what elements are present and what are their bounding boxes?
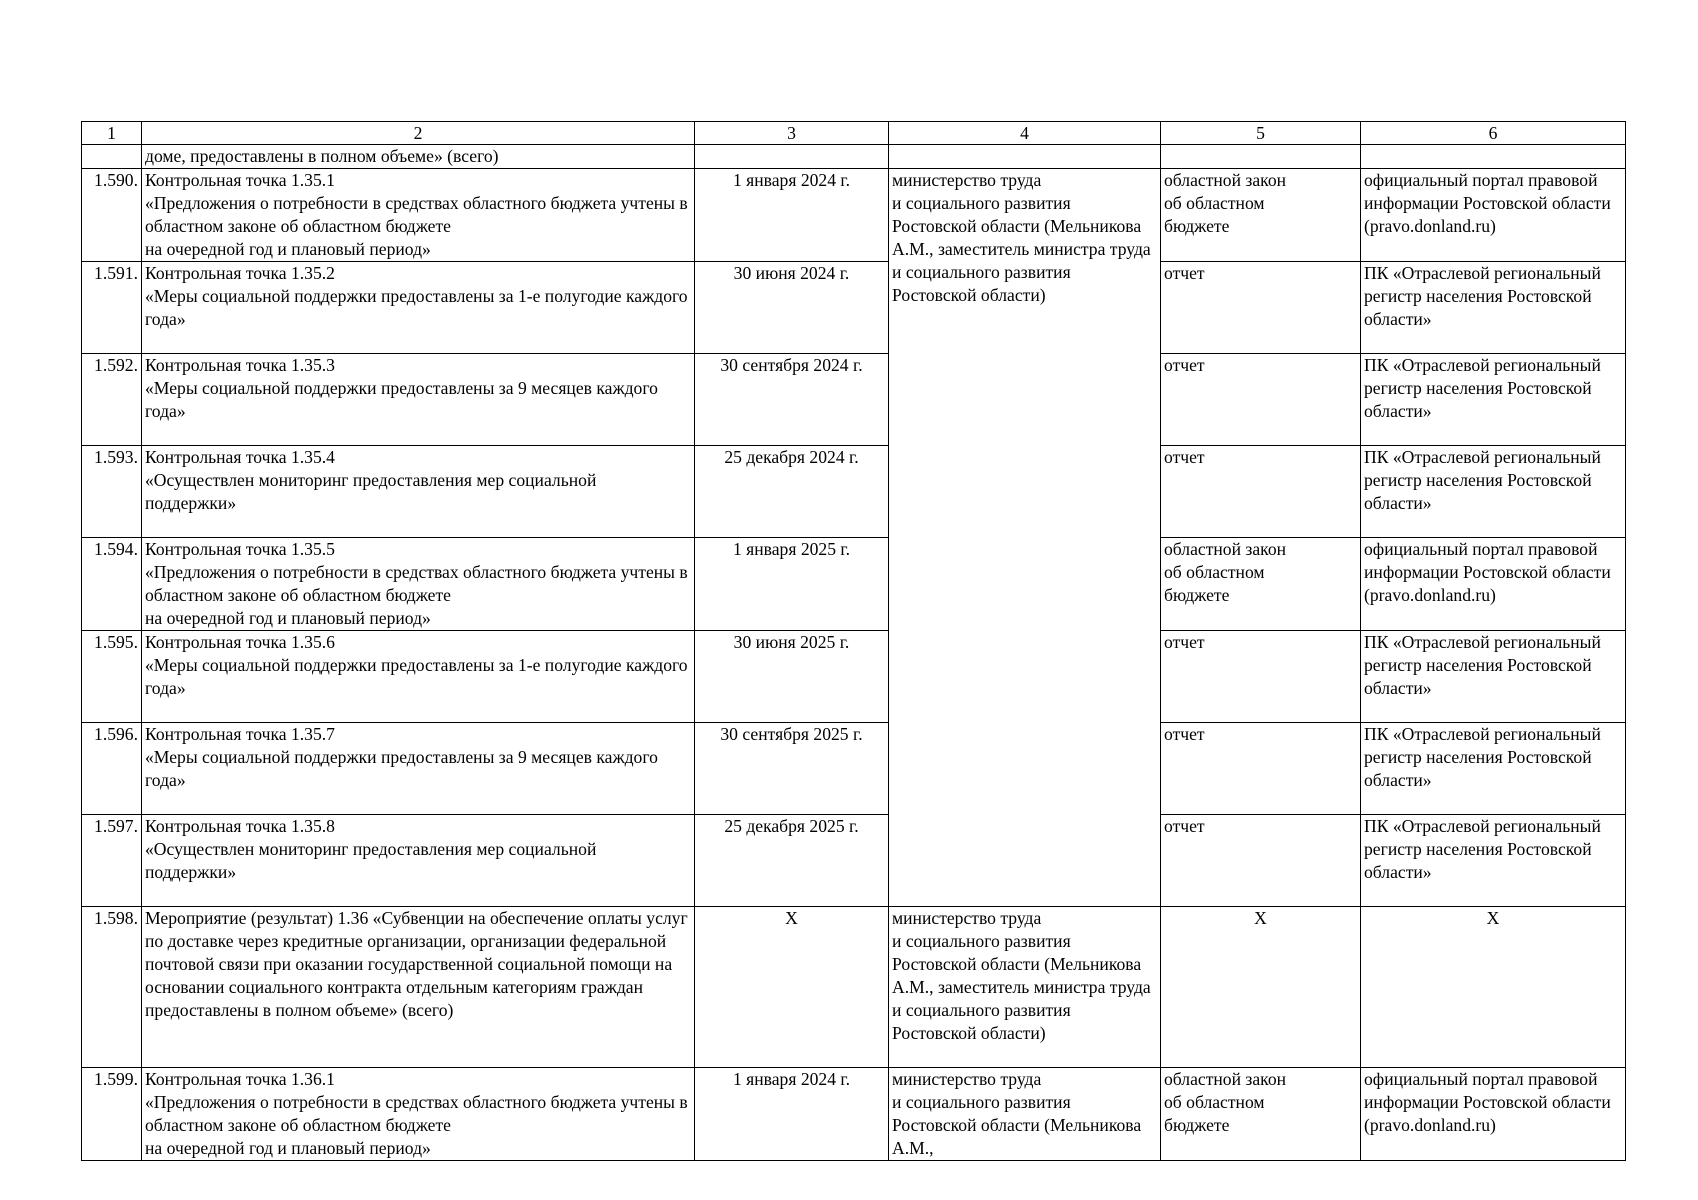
row-date: 30 июня 2025 г. bbox=[695, 631, 889, 723]
row-document: отчет bbox=[1161, 631, 1361, 723]
row-document: отчет bbox=[1161, 446, 1361, 538]
column-number: 6 bbox=[1361, 122, 1626, 145]
row-date: 30 сентября 2025 г. bbox=[695, 723, 889, 815]
row-document: областной закон об областном бюджете bbox=[1161, 169, 1361, 262]
row-source: ПК «Отраслевой региональный регистр населения Ростовской области» bbox=[1361, 723, 1626, 815]
row-document: отчет bbox=[1161, 262, 1361, 354]
row-number: 1.597. bbox=[82, 815, 142, 907]
row-name: Контрольная точка 1.36.1 «Предложения о потребности в средствах областного бюджета учтены в областном законе об областном бюджете на очередной год и плановый период» bbox=[142, 1068, 695, 1161]
row-name: Контрольная точка 1.35.7 «Меры социальной поддержки предоставлены за 9 месяцев каждого года» bbox=[142, 723, 695, 815]
row-document: отчет bbox=[1161, 723, 1361, 815]
row-number: 1.590. bbox=[82, 169, 142, 262]
table-row bbox=[82, 446, 1626, 538]
row-number: 1.596. bbox=[82, 723, 142, 815]
row-source: официальный портал правовой информации Ростовской области (pravo.donland.ru) bbox=[1361, 538, 1626, 631]
plan-table bbox=[81, 121, 1626, 1161]
row-date: Х bbox=[695, 907, 889, 1068]
column-number: 5 bbox=[1161, 122, 1361, 145]
continuation-row bbox=[82, 145, 1626, 169]
responsible-executor: министерство труда и социального развития Ростовской области (Мельникова А.М., заместитель министра труда и социального развития Ростовской области) bbox=[889, 169, 1161, 907]
row-number: 1.599. bbox=[82, 1068, 142, 1161]
table-row bbox=[82, 354, 1626, 446]
continuation-text: доме, предоставлены в полном объеме» (всего) bbox=[142, 145, 695, 169]
column-number: 3 bbox=[695, 122, 889, 145]
row-name: Контрольная точка 1.35.3 «Меры социальной поддержки предоставлены за 9 месяцев каждого года» bbox=[142, 354, 695, 446]
table-row bbox=[82, 538, 1626, 631]
row-source: официальный портал правовой информации Ростовской области (pravo.donland.ru) bbox=[1361, 1068, 1626, 1161]
row-source: ПК «Отраслевой региональный регистр населения Ростовской области» bbox=[1361, 631, 1626, 723]
row-date: 25 декабря 2025 г. bbox=[695, 815, 889, 907]
column-number-row bbox=[82, 122, 1626, 145]
table-row bbox=[82, 631, 1626, 723]
row-name: Контрольная точка 1.35.4 «Осуществлен мониторинг предоставления мер социальной поддержки» bbox=[142, 446, 695, 538]
table-row bbox=[82, 815, 1626, 907]
row-date: 1 января 2024 г. bbox=[695, 1068, 889, 1161]
row-name: Мероприятие (результат) 1.36 «Субвенции на обеспечение оплаты услуг по доставке через кредитные организации, организации федеральной почтовой связи при оказании государственной социальной помощи на основании социального контракта отдельным категориям граждан предоставлены в полном объеме» (всего) bbox=[142, 907, 695, 1068]
row-name: Контрольная точка 1.35.8 «Осуществлен мониторинг предоставления мер социальной поддержки» bbox=[142, 815, 695, 907]
row-number: 1.592. bbox=[82, 354, 142, 446]
table-row bbox=[82, 723, 1626, 815]
row-number: 1.595. bbox=[82, 631, 142, 723]
table-row bbox=[82, 169, 1626, 262]
row-name: Контрольная точка 1.35.6 «Меры социальной поддержки предоставлены за 1-е полугодие каждого года» bbox=[142, 631, 695, 723]
row-source: Х bbox=[1361, 907, 1626, 1068]
column-number: 4 bbox=[889, 122, 1161, 145]
row-source: официальный портал правовой информации Ростовской области (pravo.donland.ru) bbox=[1361, 169, 1626, 262]
table-row bbox=[82, 1068, 1626, 1161]
row-name: Контрольная точка 1.35.2 «Меры социальной поддержки предоставлены за 1-е полугодие каждого года» bbox=[142, 262, 695, 354]
row-date: 30 июня 2024 г. bbox=[695, 262, 889, 354]
row-number: 1.598. bbox=[82, 907, 142, 1068]
responsible-executor: министерство труда и социального развития Ростовской области (Мельникова А.М., bbox=[889, 1068, 1161, 1161]
row-date: 25 декабря 2024 г. bbox=[695, 446, 889, 538]
row-number: 1.591. bbox=[82, 262, 142, 354]
row-document: областной закон об областном бюджете bbox=[1161, 1068, 1361, 1161]
row-date: 30 сентября 2024 г. bbox=[695, 354, 889, 446]
column-number: 2 bbox=[142, 122, 695, 145]
row-date: 1 января 2024 г. bbox=[695, 169, 889, 262]
row-source: ПК «Отраслевой региональный регистр населения Ростовской области» bbox=[1361, 815, 1626, 907]
column-number: 1 bbox=[82, 122, 142, 145]
row-document: отчет bbox=[1161, 354, 1361, 446]
row-name: Контрольная точка 1.35.1 «Предложения о потребности в средствах областного бюджета учтены в областном законе об областном бюджете на очередной год и плановый период» bbox=[142, 169, 695, 262]
row-date: 1 января 2025 г. bbox=[695, 538, 889, 631]
row-document: Х bbox=[1161, 907, 1361, 1068]
row-source: ПК «Отраслевой региональный регистр населения Ростовской области» bbox=[1361, 446, 1626, 538]
row-source: ПК «Отраслевой региональный регистр населения Ростовской области» bbox=[1361, 354, 1626, 446]
row-name: Контрольная точка 1.35.5 «Предложения о потребности в средствах областного бюджета учтены в областном законе об областном бюджете на очередной год и плановый период» bbox=[142, 538, 695, 631]
table-row bbox=[82, 907, 1626, 1068]
row-number: 1.593. bbox=[82, 446, 142, 538]
row-source: ПК «Отраслевой региональный регистр населения Ростовской области» bbox=[1361, 262, 1626, 354]
row-document: отчет bbox=[1161, 815, 1361, 907]
table-row bbox=[82, 262, 1626, 354]
row-document: областной закон об областном бюджете bbox=[1161, 538, 1361, 631]
row-number: 1.594. bbox=[82, 538, 142, 631]
responsible-executor: министерство труда и социального развития Ростовской области (Мельникова А.М., заместитель министра труда и социального развития Ростовской области) bbox=[889, 907, 1161, 1068]
